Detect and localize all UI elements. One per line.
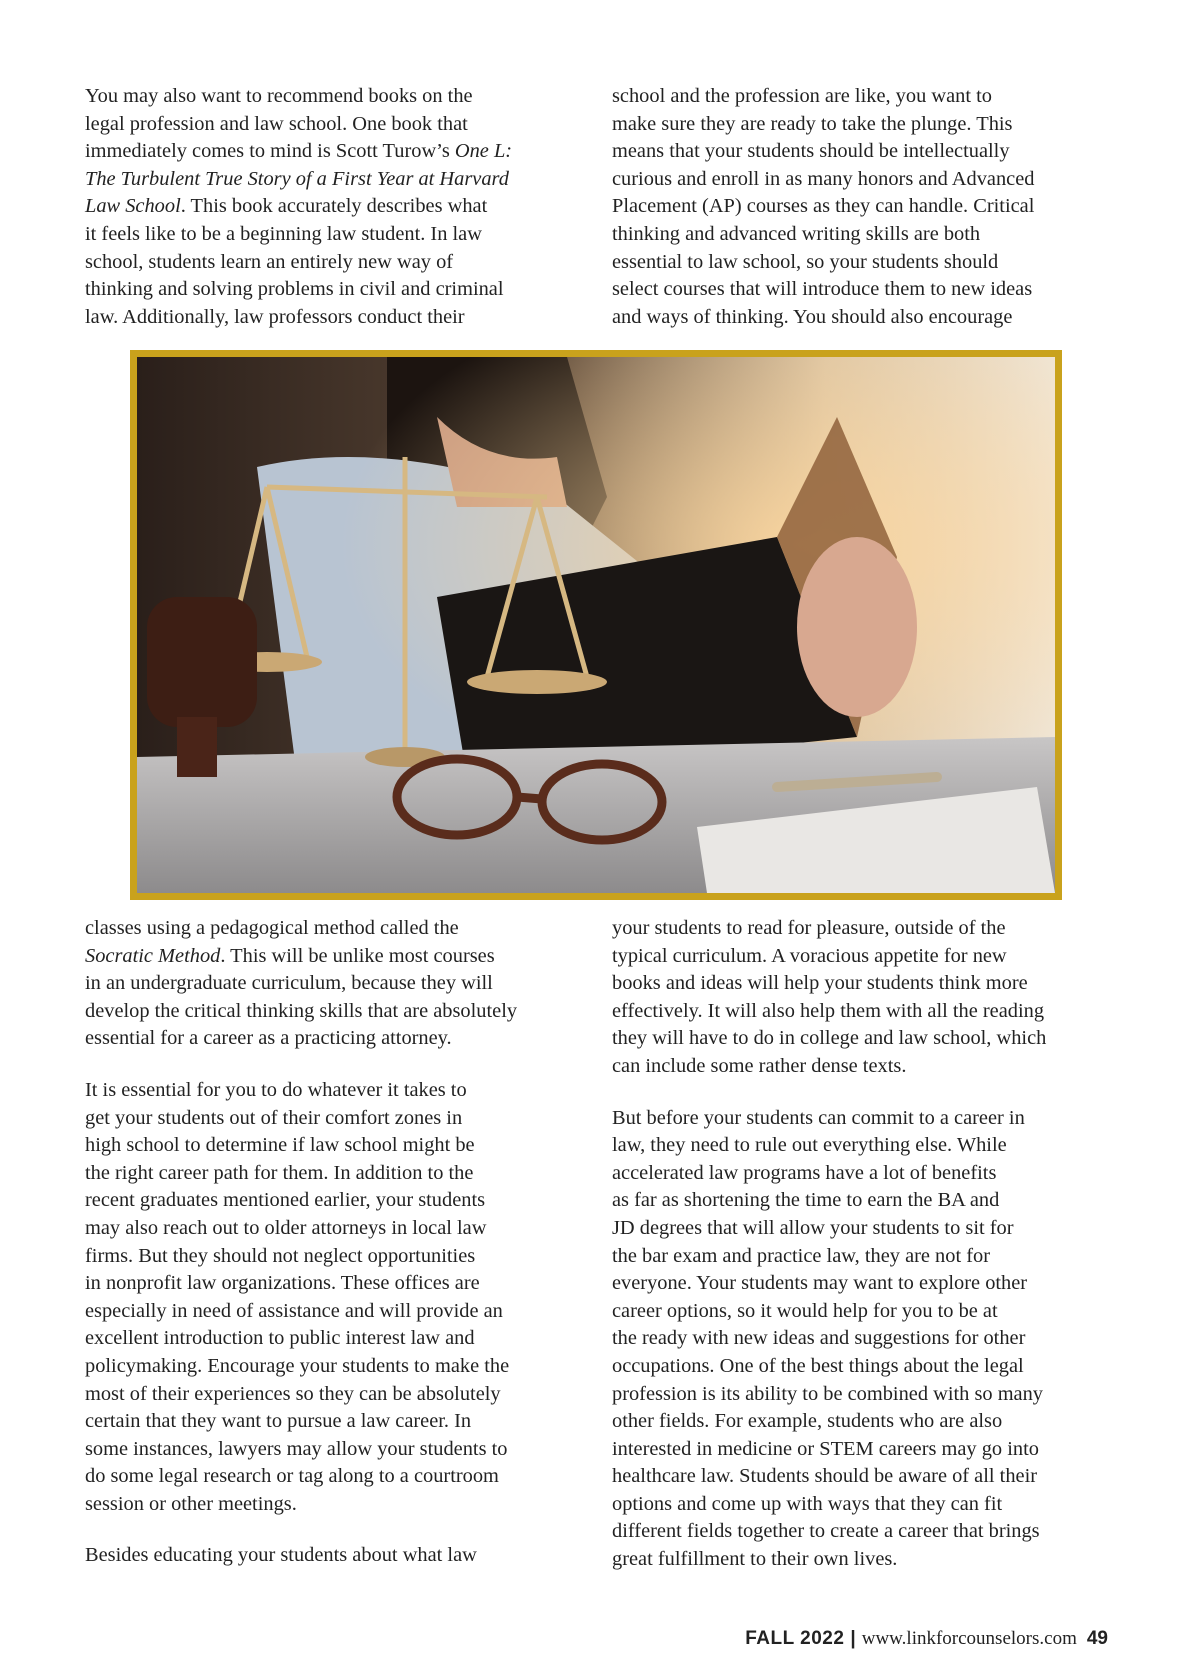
text-line: interested in medicine or STEM careers may go into (612, 1437, 1039, 1460)
text-line: law, they need to rule out everything else. While (612, 1134, 1007, 1157)
page-number: 49 (1086, 1628, 1108, 1649)
text-line: thinking and advanced writing skills are both (612, 222, 981, 245)
text-line: law. Additionally, law professors conduct their (85, 305, 465, 328)
text-line: Socratic Method. This will be unlike most courses (85, 944, 495, 967)
text-line: certain that they want to pursue a law career. In (85, 1410, 472, 1433)
text-line: effectively. It will also help them with all the reading (612, 999, 1045, 1022)
text-line: other fields. For example, students who are also (612, 1410, 1003, 1433)
text-line: your students to read for pleasure, outside of the (612, 917, 1006, 939)
text-line: great fulfillment to their own lives. (612, 1548, 898, 1571)
text-line: accelerated law programs have a lot of benefits (612, 1161, 997, 1184)
text-line: But before your students can commit to a career in (612, 1106, 1025, 1129)
paragraph (85, 1542, 585, 1570)
text-line: You may also want to recommend books on the (85, 85, 473, 107)
text-line: get your students out of their comfort zones in (85, 1106, 463, 1129)
text-line: it feels like to be a beginning law student. In law (85, 222, 482, 245)
text-line: some instances, lawyers may allow your students to (85, 1437, 508, 1460)
text-line: develop the critical thinking skills that are absolutely (85, 999, 518, 1022)
text-line: different fields together to create a career that brings (612, 1520, 1040, 1543)
text-line: in an undergraduate curriculum, because they will (85, 972, 493, 995)
paragraph (85, 915, 585, 1053)
text-line: legal profession and law school. One book that (85, 112, 468, 135)
text-line: and ways of thinking. You should also encourage (612, 305, 1013, 328)
text-line: most of their experiences so they can be absolutely (85, 1382, 501, 1405)
text-line: books and ideas will help your students think more (612, 972, 1028, 995)
text-line: session or other meetings. (85, 1492, 297, 1515)
text-line: school and the profession are like, you want to (612, 85, 992, 107)
text-line: healthcare law. Students should be aware of all their (612, 1465, 1038, 1488)
article-column-bottom-left (85, 915, 585, 1570)
text-line: can include some rather dense texts. (612, 1054, 907, 1077)
text-line: Placement (AP) courses as they can handle. Critical (612, 195, 1035, 218)
text-line: options and come up with ways that they can fit (612, 1492, 1003, 1515)
book-title-italic: The Turbulent True Story of a First Year at Harvard (85, 167, 509, 190)
text-line: high school to determine if law school might be (85, 1134, 475, 1157)
article-column-top-right (612, 83, 1112, 331)
text-line: the bar exam and practice law, they are not for (612, 1244, 990, 1267)
paragraph (612, 915, 1112, 1081)
text-line: firms. But they should not neglect opportunities (85, 1244, 476, 1267)
text-line: recent graduates mentioned earlier, your students (85, 1189, 486, 1212)
text-line: make sure they are ready to take the plunge. This (612, 112, 1013, 135)
text-line: means that your students should be intellectually (612, 140, 1010, 163)
text-line: Besides educating your students about what law (85, 1544, 477, 1567)
text-line: policymaking. Encourage your students to make the (85, 1354, 510, 1377)
text-line: thinking and solving problems in civil and criminal (85, 278, 504, 301)
paragraph (612, 1105, 1112, 1574)
book-title-italic: Law School (85, 195, 181, 218)
text-line: as far as shortening the time to earn the BA and (612, 1189, 1000, 1212)
text-line: curious and enroll in as many honors and Advanced (612, 167, 1035, 190)
text-line: the right career path for them. In addition to the (85, 1161, 474, 1184)
text-line (85, 166, 585, 194)
scales-of-justice-photo (137, 357, 1055, 893)
website-link[interactable]: www.linkforcounselors.com (861, 1628, 1077, 1649)
issue-label: FALL 2022 (745, 1628, 845, 1649)
text-line: select courses that will introduce them to new ideas (612, 278, 1033, 301)
text-line: excellent introduction to public interest law and (85, 1327, 475, 1350)
text-line: especially in need of assistance and will provide an (85, 1299, 503, 1322)
article-photo (130, 350, 1062, 900)
text-line: the ready with new ideas and suggestions for other (612, 1327, 1026, 1350)
text-line: school, students learn an entirely new way of (85, 250, 454, 273)
text-line: It is essential for you to do whatever it takes to (85, 1078, 467, 1101)
text-line: classes using a pedagogical method called the (85, 917, 459, 939)
text-line: may also reach out to older attorneys in local law (85, 1216, 487, 1239)
text-line: in nonprofit law organizations. These offices are (85, 1272, 480, 1295)
text-line: immediately comes to mind is Scott Turow’s One L: (85, 140, 513, 163)
text-line: essential to law school, so your students should (612, 250, 999, 273)
page-footer (745, 1628, 1108, 1650)
text-line: occupations. One of the best things about the legal (612, 1354, 1024, 1377)
article-column-top-left (85, 83, 585, 331)
text-line: do some legal research or tag along to a courtroom (85, 1465, 499, 1488)
method-name-italic: Socratic Method (85, 944, 221, 967)
text-line: profession is its ability to be combined with so many (612, 1382, 1043, 1405)
footer-separator: | (850, 1628, 856, 1649)
text-line: everyone. Your students may want to explore other (612, 1272, 1028, 1295)
paragraph (85, 1077, 585, 1519)
text-line: typical curriculum. A voracious appetite for new (612, 944, 1007, 967)
text-line: they will have to do in college and law school, which (612, 1027, 1047, 1050)
text-line: JD degrees that will allow your students to sit for (612, 1216, 1014, 1239)
text-line: essential for a career as a practicing attorney. (85, 1027, 452, 1050)
book-title-italic: One L: (454, 140, 513, 163)
text-line: Law School. This book accurately describes what (85, 195, 488, 218)
text-line: career options, so it would help for you to be at (612, 1299, 998, 1322)
article-column-bottom-right (612, 915, 1112, 1574)
